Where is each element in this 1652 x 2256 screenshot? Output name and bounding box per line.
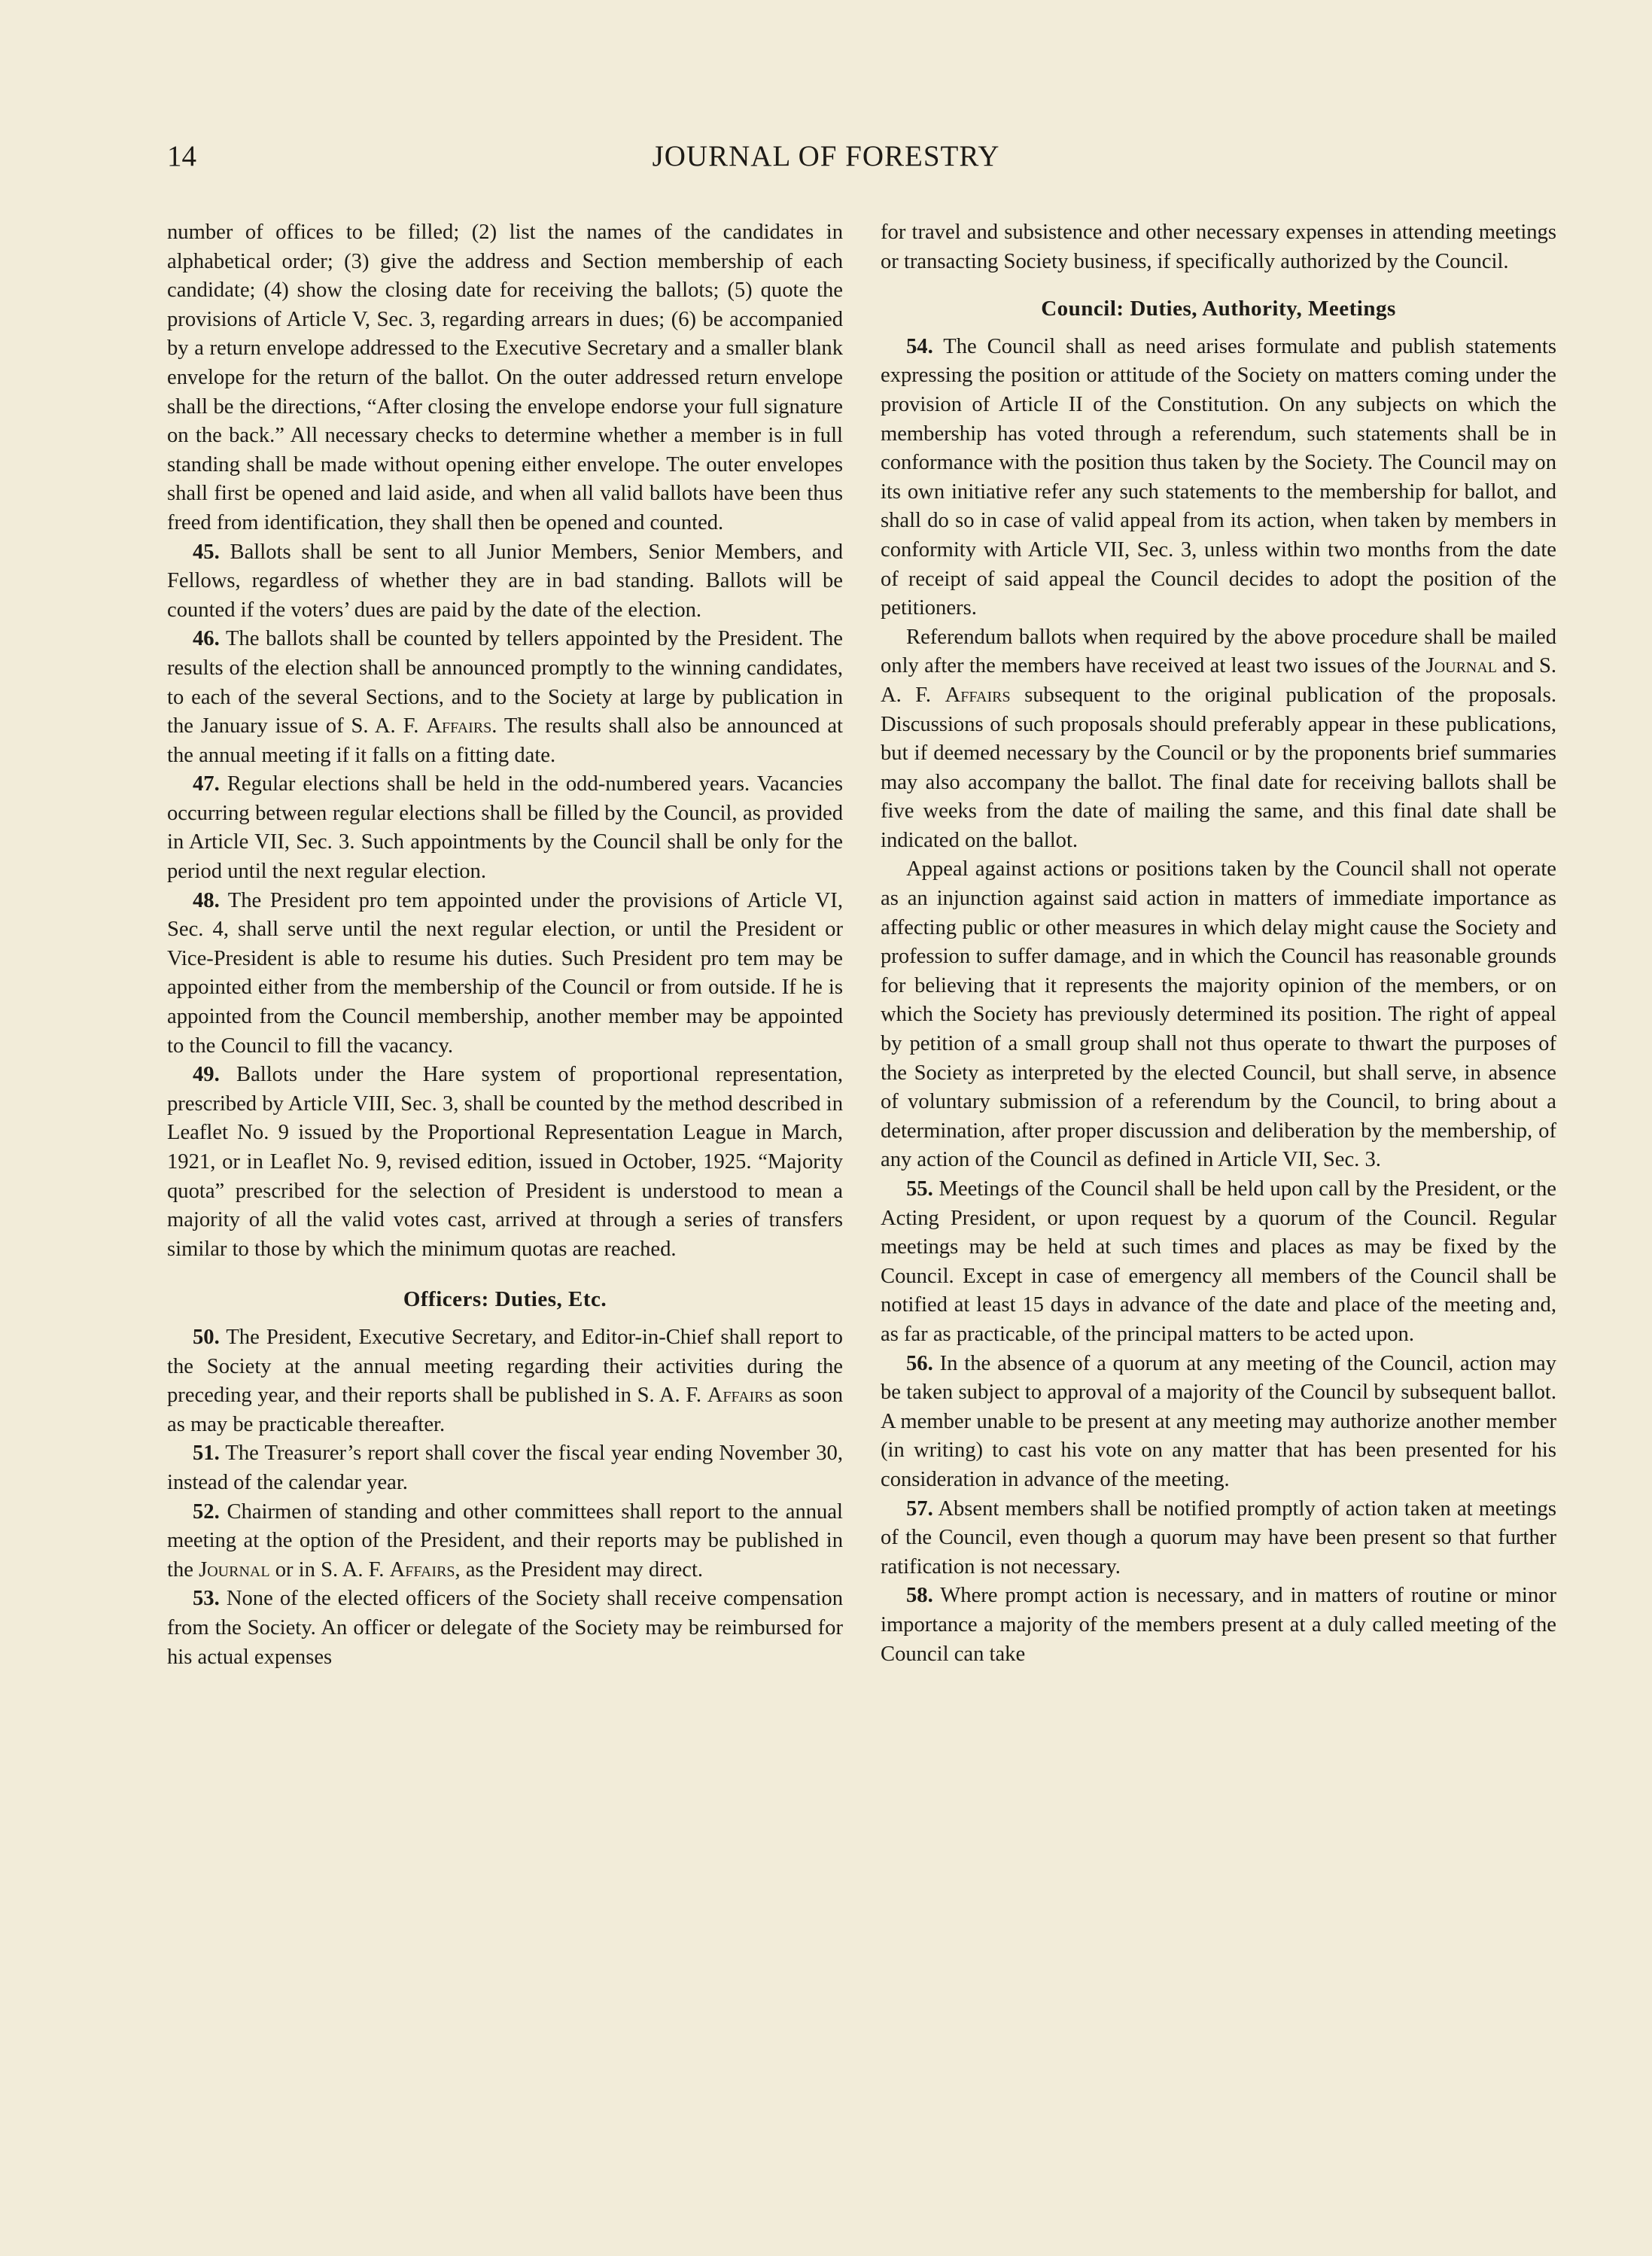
page-number: 14 xyxy=(167,140,196,172)
paragraph-text: and S. A. F. xyxy=(881,654,1557,707)
section-45 xyxy=(167,538,843,626)
section-text: , as the President may direct. xyxy=(455,1557,704,1582)
section-number: 54. xyxy=(906,334,933,358)
section-48 xyxy=(167,887,843,1061)
paragraph-text: subsequent to the original publication of the proposals. Discussions of such proposals should preferably appear in these publications, but if deemed necessary by the Council or by the proponents brief summaries may also accompany the ballot. The final date for receiving ballots shall be five weeks from the date of mailing the same, and this final date shall be indicated on the ballot. xyxy=(881,683,1556,852)
section-54 xyxy=(881,333,1556,623)
section-number: 56. xyxy=(906,1351,933,1375)
publication-name: Affairs xyxy=(389,1557,455,1582)
section-51 xyxy=(167,1439,843,1497)
page-header xyxy=(167,139,1485,177)
section-57 xyxy=(881,1495,1556,1582)
section-text: Where prompt action is necessary, and in matters of routine or minor importance a majority of the members present at a duly called meeting of the Council can take xyxy=(881,1584,1556,1666)
section-46 xyxy=(167,625,843,770)
section-number: 55. xyxy=(906,1177,933,1201)
publication-name: Journal xyxy=(1425,654,1498,678)
section-text: Chairmen of standing and other committees shall report to the annual meeting at the option of the President, and their reports may be published in the xyxy=(167,1499,843,1582)
section-heading-officers: Officers: Duties, Etc. xyxy=(403,1287,607,1312)
section-number: 57. xyxy=(906,1496,933,1521)
section-number: 51. xyxy=(193,1442,220,1466)
section-text: The President pro tem appointed under the provisions of Article VI, Sec. 4, shall serve until the next regular election, or until the President or Vice-President is able to resume his duties. Such President pro tem may be appointed either from the membership of the Council or from outside. If he is appointed from the Council membership, another member may be appointed to the Council to fill the vacancy. xyxy=(167,888,843,1058)
paragraph-text: Referendum ballots when required by the above procedure shall be mailed only after the members have received at least two issues of the xyxy=(881,625,1556,678)
section-text: or in S. A. F. xyxy=(275,1557,385,1582)
publication-name: Affairs xyxy=(945,683,1011,707)
section-number: 50. xyxy=(193,1325,220,1349)
section-56 xyxy=(881,1350,1556,1495)
section-text: as soon as may be practicable thereafter. xyxy=(167,1384,843,1436)
section-52 xyxy=(167,1498,843,1585)
section-number: 53. xyxy=(193,1587,220,1611)
section-text: Absent members shall be notified promptly of action taken at meetings of the Council, even though a quorum may have been present so that further ratification is not necessary. xyxy=(881,1496,1557,1579)
section-text: . The results shall also be announced at the annual meeting if it falls on a fitting date. xyxy=(167,714,843,767)
section-number: 58. xyxy=(906,1584,933,1608)
paragraph-continued xyxy=(881,218,1556,276)
section-47 xyxy=(167,770,843,886)
paragraph-appeal xyxy=(881,855,1556,1175)
paragraph-referendum xyxy=(881,623,1556,856)
section-number: 47. xyxy=(193,772,220,796)
section-number: 46. xyxy=(193,627,220,651)
section-text: In the absence of a quorum at any meeting of the Council, action may be taken subject to approval of a majority of the Council by subsequent ballot. A member unable to be present at any meeting may authorize another member (in writing) to cast his vote on any matter that has been presented for his consideration in advance of the meeting. xyxy=(881,1351,1556,1491)
section-heading-council: Council: Duties, Authority, Meetings xyxy=(1041,297,1396,321)
section-text: Ballots under the Hare system of proportional representation, prescribed by Article VIII, Sec. 3, shall be counted by the method described in Leaflet No. 9 issued by the Proportional Representation League in March, 1921, or in Leaflet No. 9, revised edition, issued in October, 1925. “Majority quota” prescribed for the selection of President is understood to mean a majority of all the valid votes cast, arrived at through a series of transfers similar to those by which the minimum quotas are reached. xyxy=(167,1063,843,1261)
section-text: Ballots shall be sent to all Junior Members, Senior Members, and Fellows, regardless of whether they are in bad standing. Ballots will be counted if the voters’ dues are paid by the date of the election. xyxy=(167,540,843,622)
section-text: Regular elections shall be held in the odd-numbered years. Vacancies occurring between regular elections shall be filled by the Council, as provided in Article VII, Sec. 3. Such appointments by the Council shall be only for the period until the next regular election. xyxy=(167,772,843,884)
paragraph-continued xyxy=(167,218,843,538)
journal-title: JOURNAL OF FORESTRY xyxy=(652,140,1000,172)
paragraph-text: Appeal against actions or positions taken by the Council shall not operate as an injunction against said action in matters of immediate importance as affecting public or other measures in which delay might cause the Society and profession to suffer damage, and in which the Council has reasonable grounds for believing that it represents the majority opinion of the members, or on which the Society has previously determined its position. The right of appeal by petition of a small group shall not thus operate to thwart the purposes of the Society as interpreted by the elected Council, but shall serve, in absence of voluntary submission of a referendum by the Council, to bring about a determination, after proper discussion and deliberation by the membership, of any action of the Council as defined in Article VII, Sec. 3. xyxy=(881,857,1556,1172)
section-text: The Council shall as need arises formulate and publish statements expressing the position or attitude of the Society on matters coming under the provision of Article II of the Constitution. On any subjects on which the membership has voted through a referendum, such statements shall be in conformance with the position thus taken by the Society. The Council may on its own initiative refer any such statements to the membership for ballot, and shall do so in case of valid appeal from its action, when taken by members in conformity with Article VII, Sec. 3, unless within two months from the date of receipt of said appeal the Council decides to adopt the position of the petitioners. xyxy=(881,334,1556,620)
section-text: The ballots shall be counted by tellers appointed by the President. The results of the election shall be announced promptly to the winning candidates, to each of the several Sections, and to the Society at large by publication in the January issue of S. A. F. xyxy=(167,627,843,738)
section-53 xyxy=(167,1585,843,1672)
section-number: 52. xyxy=(193,1499,220,1524)
left-column xyxy=(167,218,843,1672)
section-49 xyxy=(167,1061,843,1264)
publication-name: Journal xyxy=(199,1557,270,1582)
section-text: Meetings of the Council shall be held upon call by the President, or the Acting President, or upon request by a quorum of the Council. Regular meetings may be held at such times and places as may be fixed by the Council. Except in case of emergency all members of the Council shall be notified at least 15 days in advance of the date and place of the meeting and, as far as practicable, of the principal matters to be acted upon. xyxy=(881,1177,1556,1346)
section-50 xyxy=(167,1323,843,1439)
right-column xyxy=(881,218,1556,1669)
paragraph-text: number of offices to be filled; (2) list the names of the candidates in alphabetical order; (3) give the address and Section membership of each candidate; (4) show the closing date for receiving the ballots; (5) quote the provisions of Article V, Sec. 3, regarding arrears in dues; (6) be accompanied by a return envelope addressed to the Executive Secretary and a smaller blank envelope for the return of the ballot. On the outer addressed return envelope shall be the directions, “After closing the envelope endorse your full signature on the back.” All necessary checks to determine whether a member is in full standing shall be made without opening either envelope. The outer envelopes shall first be opened and laid aside, and when all valid ballots have been thus freed from identification, they shall then be opened and counted. xyxy=(167,221,843,534)
publication-name: Affairs xyxy=(707,1384,773,1408)
section-text: The Treasurer’s report shall cover the fiscal year ending November 30, instead of the calendar year. xyxy=(167,1442,843,1494)
section-text: None of the elected officers of the Society shall receive compensation from the Society. An officer or delegate of the Society may be reimbursed for his actual expenses xyxy=(167,1587,843,1669)
section-58 xyxy=(881,1582,1556,1669)
section-55 xyxy=(881,1175,1556,1350)
section-number: 48. xyxy=(193,888,220,912)
section-number: 45. xyxy=(193,540,220,564)
publication-name: Affairs xyxy=(426,714,492,738)
paragraph-text: for travel and subsistence and other necessary expenses in attending meetings or transacting Society business, if specifically authorized by the Council. xyxy=(881,221,1556,273)
section-text: The President, Executive Secretary, and Editor-in-Chief shall report to the Society at the annual meeting regarding their activities during the preceding year, and their reports shall be published in S. A. F. xyxy=(167,1325,843,1408)
section-number: 49. xyxy=(193,1063,220,1087)
